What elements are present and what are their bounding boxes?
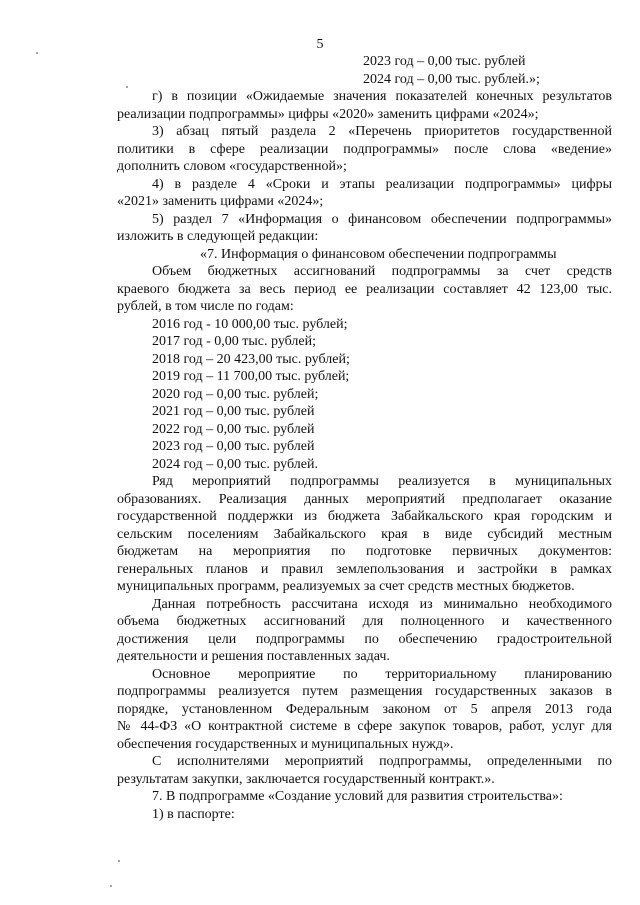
main-event-line: Основное мероприятие по территориальному планированию (152, 666, 612, 682)
events-line: муниципальных программ, реализуемых за счет средств местных бюджетов. (117, 579, 575, 594)
need-line: достижения цели подпрограммы по обеспечению градостроительной (117, 631, 612, 647)
item-7-line: 7. В подпрограмме «Создание условий для развития строительства»: (152, 789, 563, 804)
year-item: 2018 год – 20 423,00 тыс. рублей; (152, 351, 350, 367)
year-item: 2016 год - 10 000,00 тыс. рублей; (152, 316, 348, 332)
scan-speck (118, 860, 120, 862)
volume-line: рублей, в том числе по годам: (117, 299, 294, 314)
item-3-line: политики в сфере реализации подпрограммы» после слова «ведение» (117, 141, 612, 157)
main-event-line: подпрограммы реализуется путем размещения государственных заказов в (117, 684, 612, 699)
item-g-paragraph (117, 88, 612, 123)
item-3-line: 3) абзац пятый раздела 2 «Перечень приоритетов государственной (152, 124, 612, 139)
need-line: объема бюджетных ассигнований для полноценного и качественного (117, 614, 612, 629)
scan-speck (36, 52, 38, 54)
main-event-paragraph (117, 666, 612, 754)
events-line: генеральных планов и правил землепользования и застройки в рамках (117, 561, 612, 577)
volume-line: краевого бюджета за весь период ее реализации составляет 42 123,00 тыс. (117, 281, 612, 297)
year-item: 2019 год – 11 700,00 тыс. рублей; (152, 369, 350, 384)
item-3-line: дополнить словом «государственной»; (117, 159, 347, 174)
year-item: 2024 год – 0,00 тыс. рублей. (152, 456, 318, 472)
main-event-line: обеспечения государственных и муниципальных нужд». (117, 736, 454, 752)
item-4-line: 4) в разделе 4 «Сроки и этапы реализации подпрограммы» цифры (152, 176, 612, 192)
need-line: деятельности и решения поставленных задач. (117, 649, 390, 664)
item-4-line: «2021» заменить цифрами «2024»; (117, 194, 324, 209)
item-5-line: 5) раздел 7 «Информация о финансовом обеспечении подпрограммы» (152, 211, 612, 227)
item-5-line: изложить в следующей редакции: (117, 229, 319, 244)
item-7-1-line: 1) в паспорте: (152, 806, 235, 822)
page-number: 5 (316, 37, 324, 52)
item-5-paragraph (117, 211, 612, 246)
document-body (117, 53, 612, 823)
need-line: Данная потребность рассчитана исходя из минимально необходимого (152, 596, 612, 612)
section-heading: «7. Информация о финансовом обеспечении подпрограммы (200, 246, 557, 262)
contract-line: С исполнителями мероприятий подпрограммы, определенными по (152, 754, 612, 769)
top-line-2024: 2024 год – 0,00 тыс. рублей.»; (363, 71, 540, 87)
events-line: образованиях. Реализация данных мероприятий предполагает оказание (117, 491, 612, 507)
events-line: Ряд мероприятий подпрограммы реализуется в муниципальных (152, 474, 612, 489)
contract-line: результатам закупки, заключается государственный контракт.». (117, 771, 495, 787)
volume-line: Объем бюджетных ассигнований подпрограммы за счет средств (152, 264, 612, 279)
scan-speck (110, 885, 112, 887)
year-item: 2017 год - 0,00 тыс. рублей; (152, 334, 317, 349)
top-line-2023: 2023 год – 0,00 тыс. рублей (363, 54, 526, 69)
events-paragraph (117, 473, 612, 596)
main-event-line: порядке, установленном Федеральным законом от 5 апреля 2013 года (117, 701, 612, 717)
events-line: бюджетам на мероприятия по подготовке первичных документов: (117, 544, 612, 559)
year-item: 2022 год – 0,00 тыс. рублей (152, 421, 315, 437)
scan-speck (126, 86, 128, 88)
item-g-line: реализации подпрограммы» цифры «2020» заменить цифрами «2024»; (117, 106, 539, 122)
need-paragraph (117, 596, 612, 666)
contract-paragraph (117, 753, 612, 788)
item-g-line: г) в позиции «Ожидаемые значения показателей конечных результатов (152, 89, 612, 104)
year-item: 2020 год – 0,00 тыс. рублей; (152, 386, 319, 402)
main-event-line: № 44-ФЗ «О контрактной системе в сфере закупок товаров, работ, услуг для (117, 719, 612, 734)
events-line: государственной поддержки из бюджета Забайкальского края городским и (117, 509, 612, 524)
year-item: 2021 год – 0,00 тыс. рублей (152, 404, 315, 419)
item-3-paragraph (117, 123, 612, 176)
volume-paragraph (117, 263, 612, 316)
item-4-paragraph (117, 176, 612, 211)
year-item: 2023 год – 0,00 тыс. рублей (152, 439, 315, 454)
years-list (117, 316, 612, 474)
events-line: сельским поселениям Забайкальского края в виде субсидий местным (117, 526, 612, 542)
